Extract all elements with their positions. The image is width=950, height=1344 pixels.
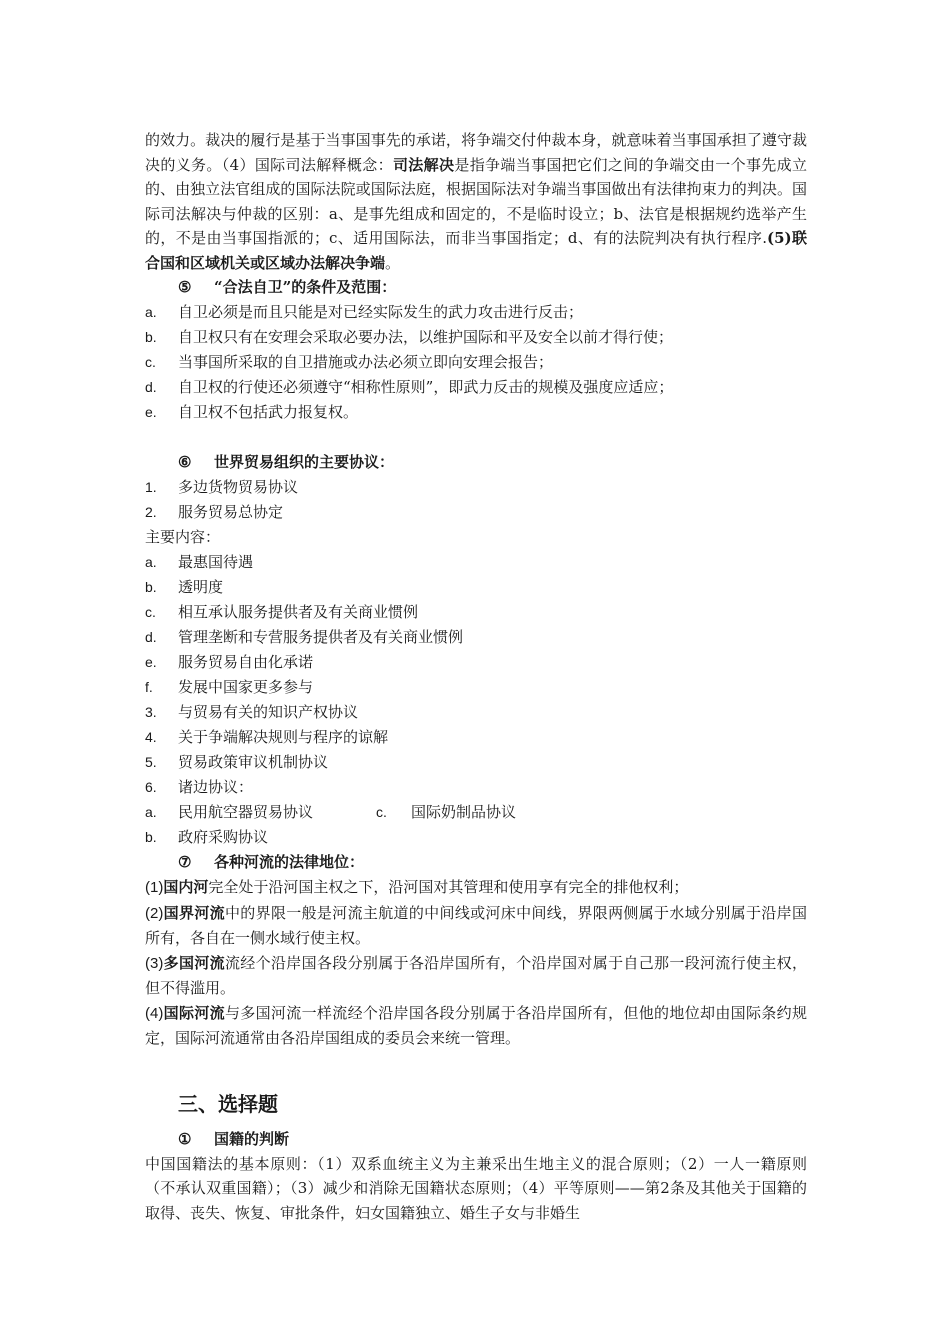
river-paragraph-1: (1)国内河完全处于沿河国主权之下，沿河国对其管理和使用享有完全的排他权利； — [145, 878, 689, 896]
list-item-text: 透明度 — [178, 578, 224, 596]
list-marker: a. — [145, 304, 157, 320]
list-item-text: 贸易政策审议机制协议 — [178, 753, 329, 771]
heading-title: “合法自卫”的条件及范围： — [214, 278, 397, 296]
wto-list-b — [145, 550, 807, 800]
list-marker: 3. — [145, 704, 157, 720]
list-item-text: 自卫权只有在安理会采取必要办法，以维护国际和平及安全以前才得行使； — [178, 328, 674, 346]
list-item-text: 多边货物贸易协议 — [178, 478, 299, 496]
list-marker: a. — [145, 804, 157, 820]
list-item — [145, 825, 807, 850]
list-item — [145, 575, 807, 600]
list-marker: 6. — [145, 779, 157, 795]
list-item — [145, 650, 807, 675]
intro-bold-un: (5)联合国和区域机关或区域办法解决争端 — [145, 229, 807, 272]
nationality-paragraph: 中国国籍法的基本原则：（1）双系血统主义为主兼采出生地主义的混合原则；（2）一人一籍原则（不承认双重国籍）；（3）减少和消除无国籍状态原则；（4）平等原则——第2条及其他关于国籍的取得、丧失、恢复、审批条件，妇女国籍独立、婚生子女与非婚生 — [145, 1154, 807, 1222]
heading-title: 世界贸易组织的主要协议： — [214, 453, 395, 471]
list-marker: 1. — [145, 479, 157, 495]
list-item-text: 自卫权的行使还必须遵守“相称性原则”，即武力反击的规模及强度应适应； — [178, 378, 674, 396]
intro-bold-judicial: 司法解决 — [392, 155, 455, 174]
heading-self-defense — [145, 275, 807, 300]
list-item-text: 当事国所采取的自卫措施或办法必须立即向安理会报告； — [178, 353, 554, 371]
list-item — [145, 775, 807, 800]
list-marker: b. — [145, 329, 157, 345]
list-item-text: 发展中国家更多参与 — [178, 678, 314, 696]
list-marker: f. — [145, 679, 153, 695]
list-marker: b. — [145, 829, 157, 845]
list-marker: 2. — [145, 504, 157, 520]
list-marker: 4. — [145, 729, 157, 745]
list-item-text: 相互承认服务提供者及有关商业惯例 — [178, 603, 419, 621]
self-defense-list — [145, 300, 807, 425]
list-item-text: 服务贸易总协定 — [178, 503, 284, 521]
list-item-text: 关于争端解决规则与程序的谅解 — [178, 728, 389, 746]
list-marker: c. — [145, 354, 156, 370]
list-item — [145, 625, 807, 650]
heading-wto — [145, 450, 807, 475]
list-item — [145, 600, 807, 625]
list-marker: e. — [145, 404, 157, 420]
heading-title: 各种河流的法律地位： — [214, 853, 365, 871]
intro-text-2: 是指争端当事国把它们之间的争端交由一个事先成立的、由独立法官组成的国际法院或国际法庭，根据国际法对争端当事国做出有法律拘束力的判决。国际司法解决与仲裁的区别：a、是事先组成和固定的，不是临时设立；b、法官是根据规约选举产生的，不是由当事国指派的；c、适用国际法，而非当事国指定；d、有的法院判决有执行程序. — [145, 155, 807, 247]
list-marker: e. — [145, 654, 157, 670]
list-item-text: 服务贸易自由化承诺 — [178, 653, 314, 671]
list-marker: a. — [145, 554, 157, 570]
wto-list-a — [145, 475, 807, 525]
list-marker: c. — [376, 804, 387, 820]
heading-title: 国籍的判断 — [214, 1129, 290, 1148]
heading-number: ⑥ — [178, 453, 192, 471]
list-item — [145, 750, 807, 775]
list-item-text: 自卫权不包括武力报复权。 — [178, 403, 359, 421]
intro-paragraph — [145, 128, 807, 275]
list-item — [145, 700, 807, 725]
list-item — [145, 350, 807, 375]
intro-text-1: 的效力。裁决的履行是基于当事国事先的承诺，将争端交付仲裁本身，就意味着当事国承担了遵守裁决的义务。（4）国际司法解释概念： — [145, 131, 807, 174]
list-item — [145, 475, 807, 500]
list-marker: d. — [145, 379, 157, 395]
list-item-text: 最惠国待遇 — [178, 553, 254, 571]
list-item-text: 诸边协议： — [178, 778, 254, 796]
river-paragraph-4: (4)国际河流与多国河流一样流经个沿岸国各段分别属于各沿岸国所有，但他的地位却由国际条约规定，国际河流通常由各沿岸国组成的委员会来统一管理。 — [145, 1003, 807, 1047]
list-item-text: 国际奶制品协议 — [411, 803, 517, 821]
list-item — [145, 725, 807, 750]
river-paragraph-3: (3)多国河流流经个沿岸国各段分别属于各沿岸国所有，个沿岸国对属于自己那一段河流行使主权，但不得滥用。 — [145, 953, 807, 997]
document-page — [145, 128, 807, 1225]
list-item — [145, 325, 807, 350]
list-item-text: 自卫必须是而且只能是对已经实际发生的武力攻击进行反击； — [178, 303, 584, 321]
heading-nationality — [145, 1127, 807, 1152]
list-item-text: 与贸易有关的知识产权协议 — [178, 703, 359, 721]
list-item-pair — [145, 800, 807, 825]
list-marker: 5. — [145, 754, 157, 770]
river-paragraph-2: (2)国界河流中的界限一般是河流主航道的中间线或河床中间线，界限两侧属于水域分别属于沿岸国所有，各自在一侧水域行使主权。 — [145, 903, 807, 947]
list-item — [145, 400, 807, 425]
list-item — [145, 375, 807, 400]
heading-number: ⑤ — [178, 278, 192, 296]
list-marker: c. — [145, 604, 156, 620]
list-marker: b. — [145, 579, 157, 595]
heading-number: ① — [178, 1129, 192, 1148]
list-marker: d. — [145, 629, 157, 645]
main-content-label: 主要内容： — [145, 528, 221, 546]
list-item — [145, 550, 807, 575]
section-title: 三、选择题 — [178, 1091, 278, 1116]
heading-number: ⑦ — [178, 853, 192, 871]
list-item-text: 民用航空器贸易协议 — [178, 803, 314, 821]
list-item — [145, 500, 807, 525]
intro-text-3: 。 — [385, 253, 401, 272]
list-item-text: 管理垄断和专营服务提供者及有关商业惯例 — [178, 628, 464, 646]
list-item — [145, 300, 807, 325]
list-item — [145, 675, 807, 700]
list-item-text: 政府采购协议 — [178, 828, 269, 846]
heading-rivers — [145, 850, 807, 875]
